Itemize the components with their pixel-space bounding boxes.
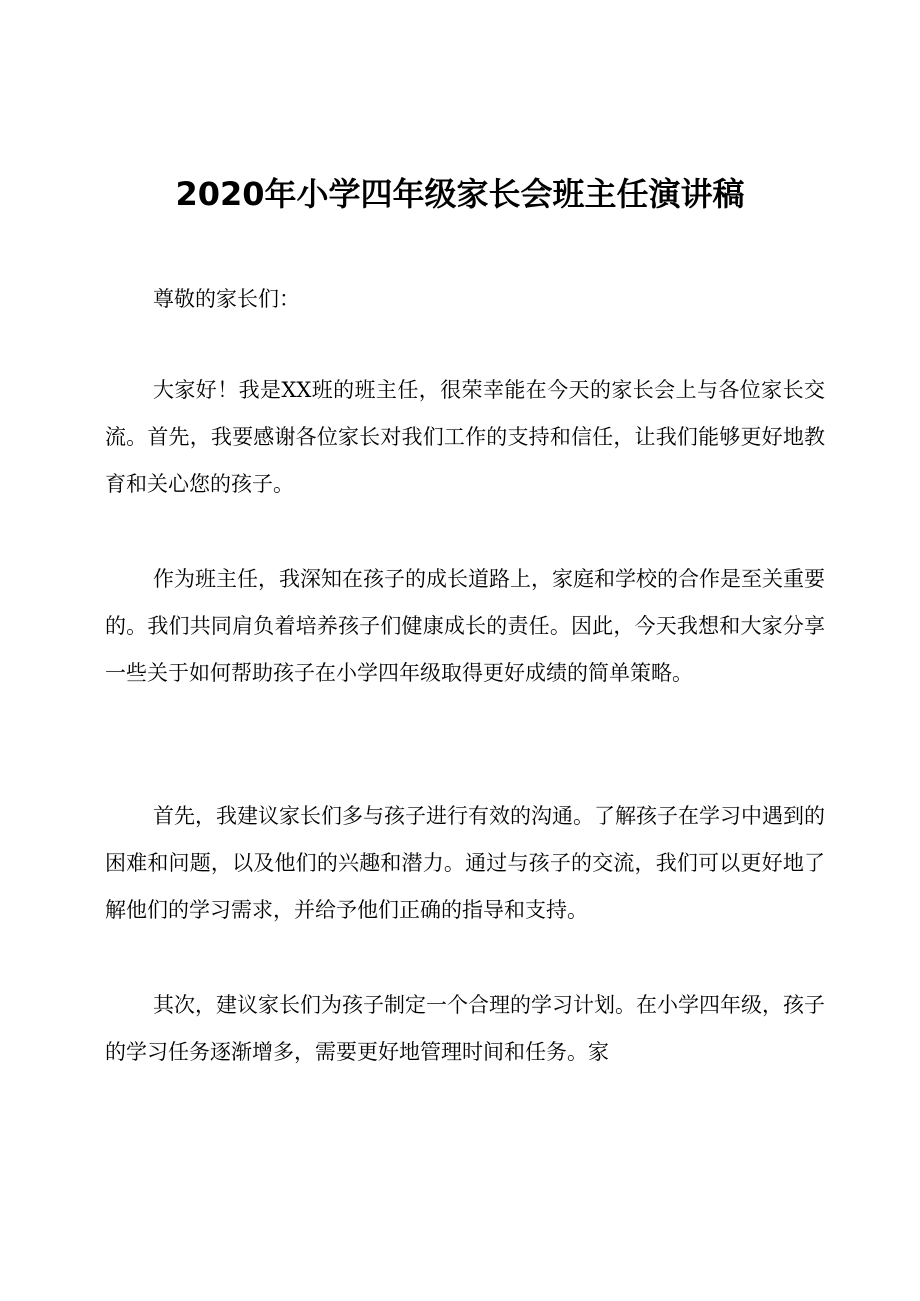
paragraph-3: 首先，我建议家长们多与孩子进行有效的沟通。了解孩子在学习中遇到的困难和问题，以及他们的兴趣和潜力。通过与孩子的交流，我们可以更好地了解他们的学习需求，并给予他们正确的指导和支持。 [105, 804, 825, 922]
paragraph-4: 其次，建议家长们为孩子制定一个合理的学习计划。在小学四年级，孩子的学习任务逐渐增多，需要更好地管理时间和任务。家 [105, 993, 825, 1064]
document-title: 2020年小学四年级家长会班主任演讲稿 [175, 175, 745, 213]
paragraph-1: 大家好！我是XX班的班主任，很荣幸能在今天的家长会上与各位家长交流。首先，我要感谢各位家长对我们工作的支持和信任，让我们能够更好地教育和关心您的孩子。 [105, 378, 825, 496]
paragraph-2: 作为班主任，我深知在孩子的成长道路上，家庭和学校的合作是至关重要的。我们共同肩负着培养孩子们健康成长的责任。因此，今天我想和大家分享一些关于如何帮助孩子在小学四年级取得更好成绩的简单策略。 [105, 567, 825, 685]
salutation: 尊敬的家长们： [153, 287, 300, 311]
